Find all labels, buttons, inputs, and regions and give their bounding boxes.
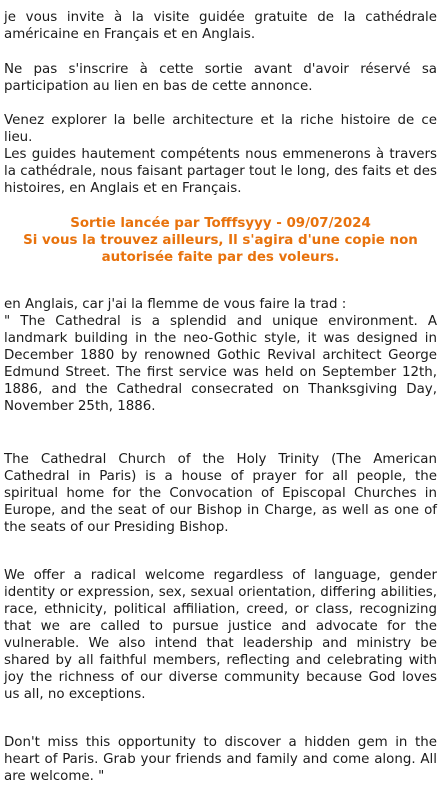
- closing-paragraph: Don't miss this opportunity to discover a hidden gem in the heart of Paris. Grab your friends and family and come along. All are welcome. ": [4, 735, 437, 784]
- explore-paragraph: Venez explorer la belle architecture et la riche histoire de ce lieu. Les guides hautement compétents nous emmenerons à travers la cathédrale, nous faisant partager tout le long, des faits et des histoires, en Anglais et en Français.: [4, 113, 437, 196]
- registration-paragraph: Ne pas s'inscrire à cette sortie avant d'avoir réservé sa participation au lien en bas de cette annonce.: [4, 62, 437, 94]
- author-notice: [4, 215, 437, 266]
- english-intro-paragraph: en Anglais, car j'ai la flemme de vous faire la trad : " The Cathedral is a splendid and unique environment. A landmark building in the neo-Gothic style, it was designed in December 1880 by renowned Gothic Revival architect George Edmund Street. The first service was held on September 12th, 1886, and the Cathedral consecrated on Thanksgiving Day, November 25th, 1886.: [4, 297, 437, 414]
- intro-paragraph: je vous invite à la visite guidée gratuite de la cathédrale américaine en Français et en Anglais.: [4, 10, 437, 42]
- notice-line-2: Si vous la trouvez ailleurs, Il s'agira d'une copie non autorisée faite par des voleurs.: [23, 233, 418, 265]
- holy-trinity-paragraph: The Cathedral Church of the Holy Trinity (The American Cathedral in Paris) is a house of prayer for all people, the spiritual home for the Convocation of Episcopal Churches in Europe, and the seat of our Bishop in Charge, as well as one of the seats of our Presiding Bishop.: [4, 452, 437, 535]
- notice-line-1: Sortie lancée par Tofffsyyy - 09/07/2024: [70, 216, 371, 231]
- welcome-paragraph: We offer a radical welcome regardless of language, gender identity or expression, sex, sexual orientation, differing abilities, race, ethnicity, political affiliation, creed, or class, recognizing that we are called to pursue justice and advocate for the vulnerable. We also intend that leadership and ministry be shared by all faithful members, reflecting and celebrating with joy the richness of our diverse community because God loves us all, no exceptions.: [4, 568, 437, 702]
